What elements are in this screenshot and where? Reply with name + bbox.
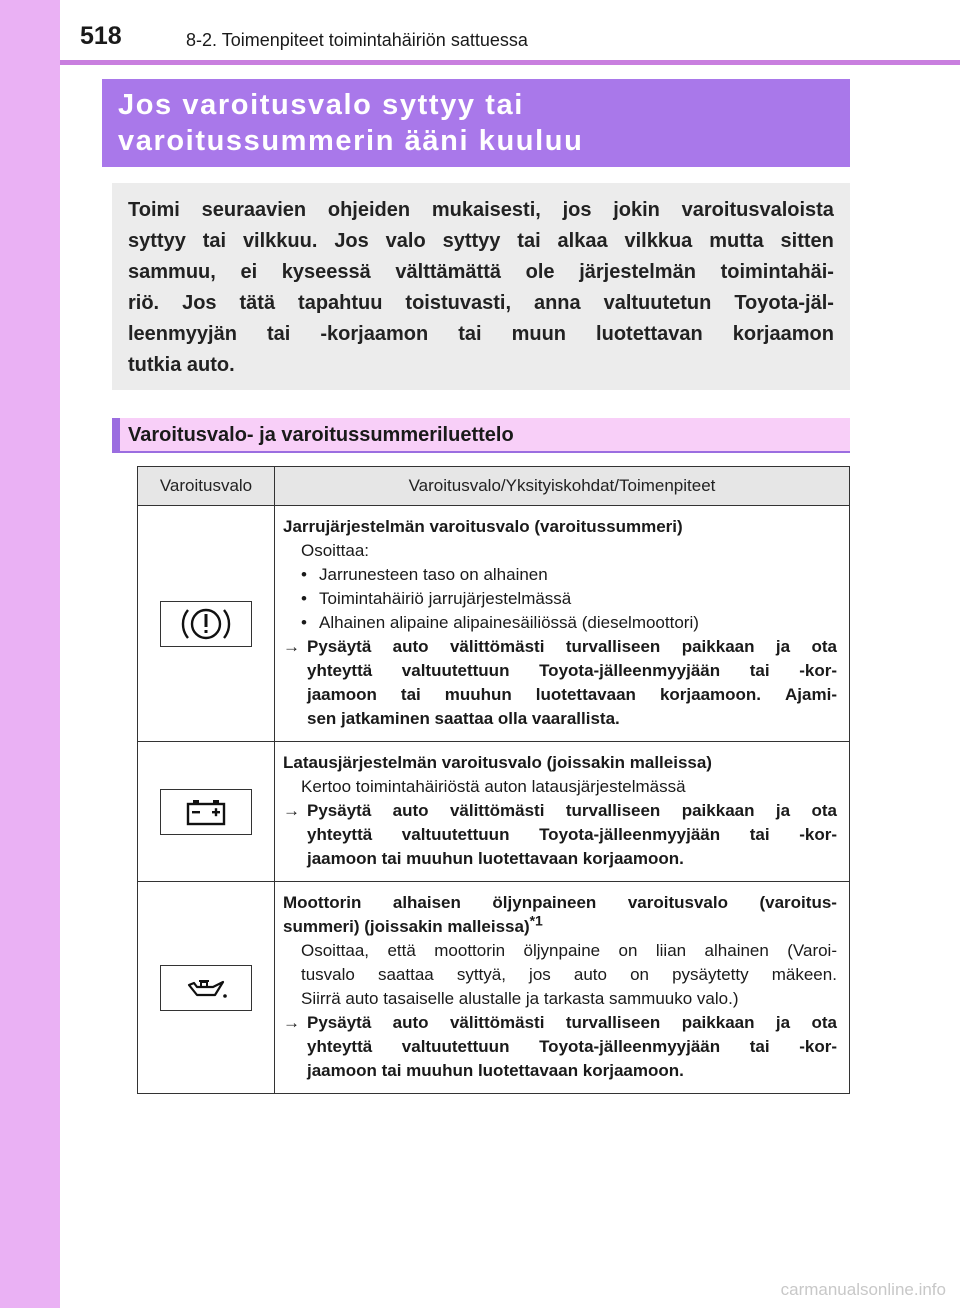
warning-title: Moottorin alhaisen öljynpaineen varoitusvalo (varoitus-: [283, 893, 837, 912]
indicates-label: Osoittaa:: [301, 541, 370, 560]
intro-line: riö. Jos tätä tapahtuu toistuvasti, anna valtuutetun Toyota-jäl-: [128, 292, 834, 314]
warning-detail: Osoittaa, että moottorin öljynpaine on liian alhainen (Varoi- tusvalo saattaa syttyä, jos auto on pysäytetty mäkeen. Siirrä auto tasaiselle alustalle ja tarkasta sammuuko valo.): [301, 941, 837, 1008]
warning-table: [137, 466, 850, 1094]
table-row: [138, 882, 850, 1094]
table-row: [138, 506, 850, 742]
arrow-icon: →: [283, 637, 300, 656]
warning-title-cont: summeri) (joissakin malleissa)$^{*1}$: [283, 912, 543, 936]
warning-detail: Kertoo toimintahäiriöstä auton latausjärjestelmässä: [301, 777, 686, 796]
intro-line: syttyy tai vilkkuu. Jos valo syttyy tai alkaa vilkkua mutta sitten: [128, 230, 834, 252]
action-instruction: → Pysäytä auto välittömästi turvalliseen paikkaan ja ota yhteyttä valtuutettuun Toyota-jälleenmyyjään tai -kor- jaamoon tai muuhun luotettavaan korjaamoon.: [283, 799, 837, 871]
list-heading: [112, 418, 850, 453]
side-color-strip: [0, 0, 60, 1308]
list-item: • Jarrunesteen taso on alhainen: [301, 565, 548, 584]
column-header-light: Varoitusvalo: [138, 467, 275, 506]
arrow-icon: →: [283, 801, 300, 820]
detail-cell: [275, 882, 850, 1094]
icon-cell: [138, 506, 275, 742]
intro-line: leenmyyjän tai -korjaamon tai muun luotettavan korjaamon: [128, 323, 834, 345]
column-header-details: Varoitusvalo/Yksityiskohdat/Toimenpiteet: [275, 467, 850, 506]
action-instruction: → Pysäytä auto välittömästi turvalliseen paikkaan ja ota yhteyttä valtuutettuun Toyota-jälleenmyyjään tai -kor- jaamoon tai muuhun luotettavaan korjaamoon.: [283, 1011, 837, 1083]
warning-title: Jarrujärjestelmän varoitusvalo (varoitussummeri): [283, 517, 683, 536]
intro-line: Toimi seuraavien ohjeiden mukaisesti, jos jokin varoitusvaloista: [128, 199, 834, 221]
brake-warning-icon: [160, 601, 252, 647]
intro-box: [112, 183, 850, 390]
icon-cell: [138, 742, 275, 882]
title-line: Jos varoitusvalo syttyy tai: [118, 89, 524, 121]
section-title-box: [102, 79, 850, 167]
page-number: 518: [80, 22, 122, 50]
header-rule: [60, 60, 960, 65]
list-item: • Alhainen alipaine alipainesäiliössä (dieselmoottori): [301, 613, 699, 632]
list-item: • Toimintahäiriö jarrujärjestelmässä: [301, 589, 572, 608]
table-row: [138, 742, 850, 882]
intro-line: sammuu, ei kyseessä välttämättä ole järjestelmän toimintahäi-: [128, 261, 834, 283]
icon-cell: [138, 882, 275, 1094]
list-heading-text: Varoitusvalo- ja varoitussummeriluettelo: [128, 424, 514, 446]
action-instruction: → Pysäytä auto välittömästi turvalliseen paikkaan ja ota yhteyttä valtuutettuun Toyota-jälleenmyyjään tai -kor- jaamoon tai muuhun luotettavaan korjaamoon. Ajami- sen jatkaminen saattaa olla vaarallista.: [283, 635, 837, 731]
detail-cell: [275, 742, 850, 882]
table-header-row: [138, 467, 850, 506]
footnote-mark: *1: [529, 912, 543, 929]
running-header: 8-2. Toimenpiteet toimintahäiriön sattuessa: [186, 30, 528, 50]
footer-watermark: carmanualsonline.info: [780, 1280, 946, 1299]
detail-cell: [275, 506, 850, 742]
oil-pressure-icon: [160, 965, 252, 1011]
title-line: varoitussummerin ääni kuuluu: [118, 125, 584, 157]
battery-charging-icon: [160, 789, 252, 835]
arrow-icon: →: [283, 1013, 300, 1032]
warning-title: Latausjärjestelmän varoitusvalo (joissakin malleissa): [283, 753, 712, 772]
intro-line: tutkia auto.: [128, 354, 235, 376]
